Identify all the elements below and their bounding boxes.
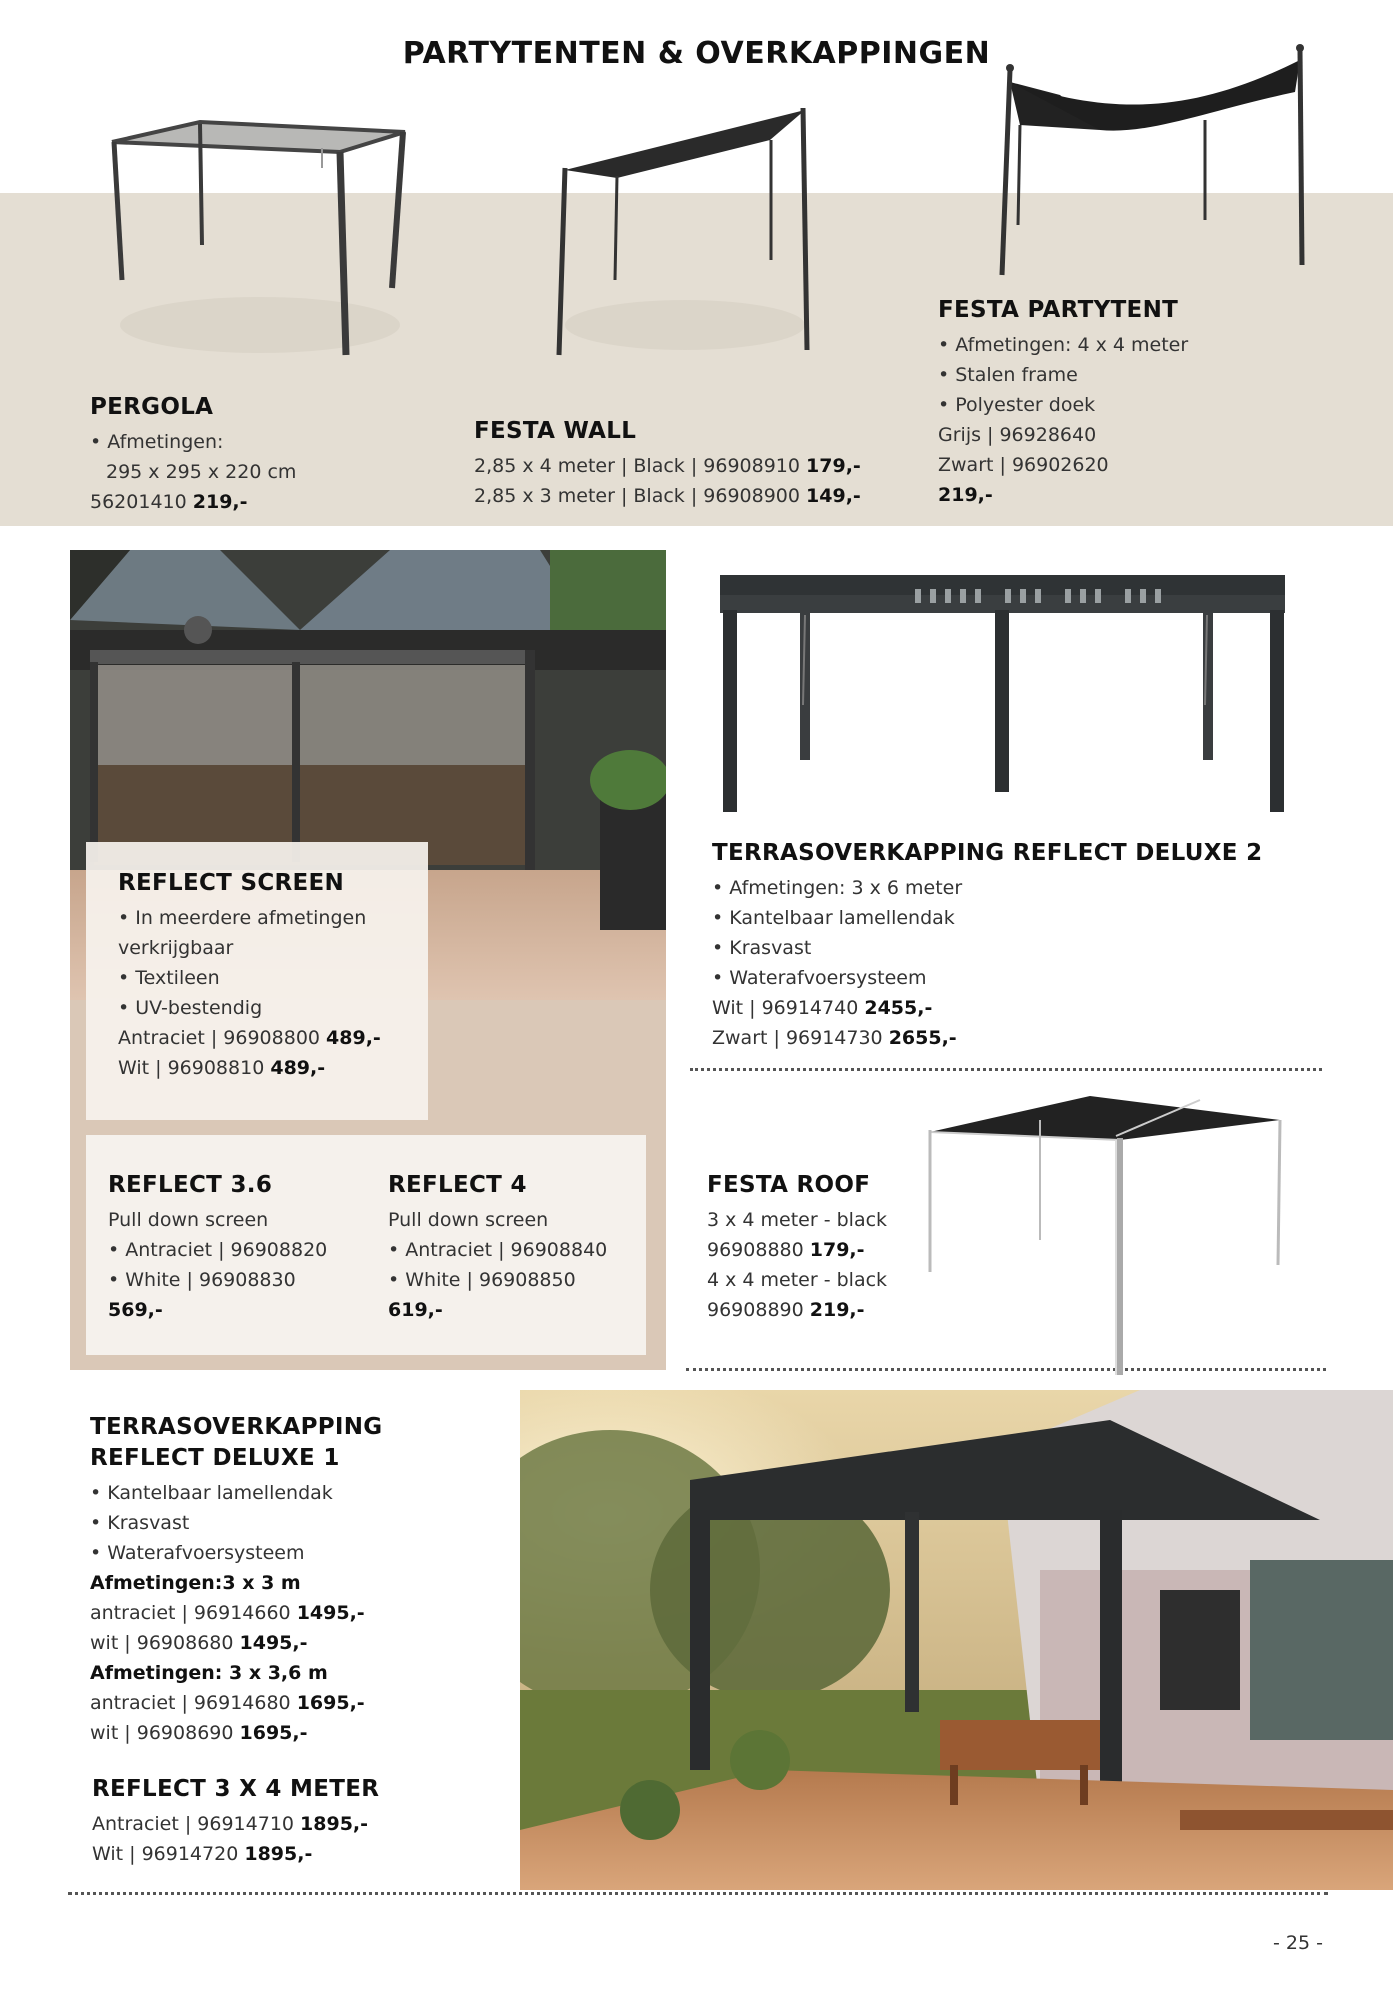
page-title: PARTYTENTEN & OVERKAPPINGEN	[402, 36, 991, 71]
reflect-36-price: 569,-	[108, 1299, 163, 1321]
reflect-36-title: REFLECT 3.6	[108, 1172, 273, 1198]
reflect-3x4-row2	[92, 1839, 379, 1869]
reflect-4-block	[388, 1170, 607, 1325]
reflect-screen-row1-price: 489,-	[326, 1027, 381, 1049]
festa-wall-row1	[474, 451, 861, 481]
divider-dotted	[68, 1892, 1328, 1895]
festa-roof-price2-row	[707, 1295, 887, 1325]
reflect-3x4-row1-text: Antraciet | 96914710	[92, 1813, 294, 1835]
divider-dotted	[690, 1068, 1322, 1071]
deluxe-1-w2-text: wit | 96908690	[90, 1722, 234, 1744]
festa-partytent-bullet-2: • Stalen frame	[938, 360, 1188, 390]
reflect-3x4-block	[92, 1774, 379, 1869]
deluxe-1-bullet-3: • Waterafvoersysteem	[90, 1538, 382, 1568]
deluxe-1-a2-price: 1695,-	[296, 1692, 365, 1714]
pergola-dims: 295 x 295 x 220 cm	[106, 461, 297, 483]
deluxe-2-row1-price: 2455,-	[864, 997, 933, 1019]
festa-partytent-image	[990, 40, 1320, 290]
deluxe-1-w1-text: wit | 96908680	[90, 1632, 234, 1654]
reflect-screen-row2-price: 489,-	[270, 1057, 326, 1079]
deluxe-1-bullet-1: • Kantelbaar lamellendak	[90, 1478, 382, 1508]
deluxe-1-w1-price: 1495,-	[239, 1632, 308, 1654]
reflect-screen-title: REFLECT SCREEN	[118, 870, 345, 896]
festa-roof-price1-row	[707, 1235, 887, 1265]
deluxe-1-a2-text: antraciet | 96914680	[90, 1692, 291, 1714]
page-number: - 25 -	[1273, 1932, 1323, 1954]
deluxe-1-photo	[520, 1390, 1393, 1890]
deluxe-1-a1-price: 1495,-	[296, 1602, 365, 1624]
festa-wall-block	[474, 416, 861, 511]
deluxe-2-block	[712, 838, 1262, 1053]
festa-roof-image	[920, 1090, 1290, 1380]
festa-partytent-price: 219,-	[938, 484, 993, 506]
reflect-screen-row2-text: Wit | 96908810	[118, 1057, 265, 1079]
deluxe-2-bullet-4: • Waterafvoersysteem	[712, 963, 1262, 993]
festa-wall-image	[545, 100, 825, 370]
deluxe-2-bullet-3: • Krasvast	[712, 933, 1262, 963]
deluxe-2-row2-price: 2655,-	[888, 1027, 957, 1049]
deluxe-2-image	[715, 565, 1290, 825]
deluxe-1-size2	[90, 1658, 382, 1688]
reflect-screen-block	[118, 868, 381, 1083]
festa-roof-title: FESTA ROOF	[707, 1172, 871, 1198]
reflect-screen-bullet-1-cont: verkrijgbaar	[118, 937, 234, 959]
reflect-4-opt2: • White | 96908850	[388, 1265, 607, 1295]
festa-roof-price2: 219,-	[809, 1299, 865, 1321]
deluxe-1-block	[90, 1412, 382, 1748]
festa-roof-sku2: 96908890	[707, 1299, 804, 1321]
deluxe-1-size1-text: Afmetingen:3 x 3 m	[90, 1572, 301, 1594]
reflect-screen-bullet-3: • UV-bestendig	[118, 993, 381, 1023]
pergola-price-row	[90, 487, 296, 517]
festa-partytent-bullet-3: • Polyester doek	[938, 390, 1188, 420]
deluxe-2-row2	[712, 1023, 1262, 1053]
reflect-screen-row1	[118, 1023, 381, 1053]
festa-partytent-zwart: Zwart | 96902620	[938, 454, 1109, 476]
reflect-36-block	[108, 1170, 327, 1325]
reflect-4-price-row	[388, 1295, 607, 1325]
deluxe-1-size2-text: Afmetingen: 3 x 3,6 m	[90, 1662, 328, 1684]
reflect-3x4-row1	[92, 1809, 379, 1839]
deluxe-2-bullet-1: • Afmetingen: 3 x 6 meter	[712, 873, 1262, 903]
festa-wall-row1-text: 2,85 x 4 meter | Black | 96908910	[474, 455, 800, 477]
festa-partytent-bullet-1: • Afmetingen: 4 x 4 meter	[938, 330, 1188, 360]
festa-wall-row2-price: 149,-	[806, 485, 861, 507]
deluxe-2-title: TERRASOVERKAPPING REFLECT DELUXE 2	[712, 840, 1263, 866]
festa-partytent-title: FESTA PARTYTENT	[938, 297, 1179, 323]
deluxe-2-row1-text: Wit | 96914740	[712, 997, 859, 1019]
deluxe-1-a2-row	[90, 1688, 382, 1718]
reflect-screen-bullet-2: • Textileen	[118, 963, 381, 993]
deluxe-2-bullet-2: • Kantelbaar lamellendak	[712, 903, 1262, 933]
reflect-screen-row2	[118, 1053, 381, 1083]
reflect-36-opt1: • Antraciet | 96908820	[108, 1235, 327, 1265]
deluxe-1-w2-row	[90, 1718, 382, 1748]
pergola-image	[100, 110, 420, 370]
reflect-36-sub: Pull down screen	[108, 1209, 269, 1231]
pergola-block	[90, 392, 296, 517]
reflect-4-opt1: • Antraciet | 96908840	[388, 1235, 607, 1265]
deluxe-1-bullet-2: • Krasvast	[90, 1508, 382, 1538]
deluxe-1-w1-row	[90, 1628, 382, 1658]
deluxe-1-w2-price: 1695,-	[239, 1722, 308, 1744]
reflect-screen-row1-text: Antraciet | 96908800	[118, 1027, 320, 1049]
deluxe-1-a1-text: antraciet | 96914660	[90, 1602, 291, 1624]
festa-roof-line1: 3 x 4 meter - black	[707, 1209, 888, 1231]
festa-partytent-price-row	[938, 480, 1188, 510]
festa-partytent-grijs: Grijs | 96928640	[938, 424, 1097, 446]
deluxe-2-row1	[712, 993, 1262, 1023]
reflect-4-price: 619,-	[388, 1299, 443, 1321]
reflect-screen-bullet-1: • In meerdere afmetingen	[118, 903, 381, 933]
pergola-title: PERGOLA	[90, 394, 214, 420]
festa-wall-row2-text: 2,85 x 3 meter | Black | 96908900	[474, 485, 800, 507]
reflect-3x4-row2-price: 1895,-	[244, 1843, 313, 1865]
festa-wall-title: FESTA WALL	[474, 418, 637, 444]
festa-roof-line2: 4 x 4 meter - black	[707, 1269, 888, 1291]
reflect-4-sub: Pull down screen	[388, 1209, 549, 1231]
festa-wall-row2	[474, 481, 861, 511]
festa-roof-sku1: 96908880	[707, 1239, 804, 1261]
reflect-3x4-title: REFLECT 3 X 4 METER	[92, 1776, 380, 1802]
deluxe-1-title-line1: TERRASOVERKAPPING	[90, 1414, 383, 1440]
reflect-3x4-row1-price: 1895,-	[300, 1813, 369, 1835]
reflect-36-opt2: • White | 96908830	[108, 1265, 327, 1295]
pergola-sku: 56201410	[90, 491, 187, 513]
pergola-bullet: • Afmetingen:	[90, 427, 296, 457]
pergola-price: 219,-	[192, 491, 248, 513]
festa-roof-price1: 179,-	[809, 1239, 865, 1261]
reflect-3x4-row2-text: Wit | 96914720	[92, 1843, 239, 1865]
deluxe-1-title-line2: REFLECT DELUXE 1	[90, 1445, 340, 1471]
reflect-36-price-row	[108, 1295, 327, 1325]
deluxe-2-row2-text: Zwart | 96914730	[712, 1027, 883, 1049]
deluxe-1-a1-row	[90, 1598, 382, 1628]
festa-partytent-block	[938, 295, 1188, 510]
festa-roof-block	[707, 1170, 887, 1325]
deluxe-1-size1	[90, 1568, 382, 1598]
festa-wall-row1-price: 179,-	[806, 455, 861, 477]
reflect-4-title: REFLECT 4	[388, 1172, 527, 1198]
